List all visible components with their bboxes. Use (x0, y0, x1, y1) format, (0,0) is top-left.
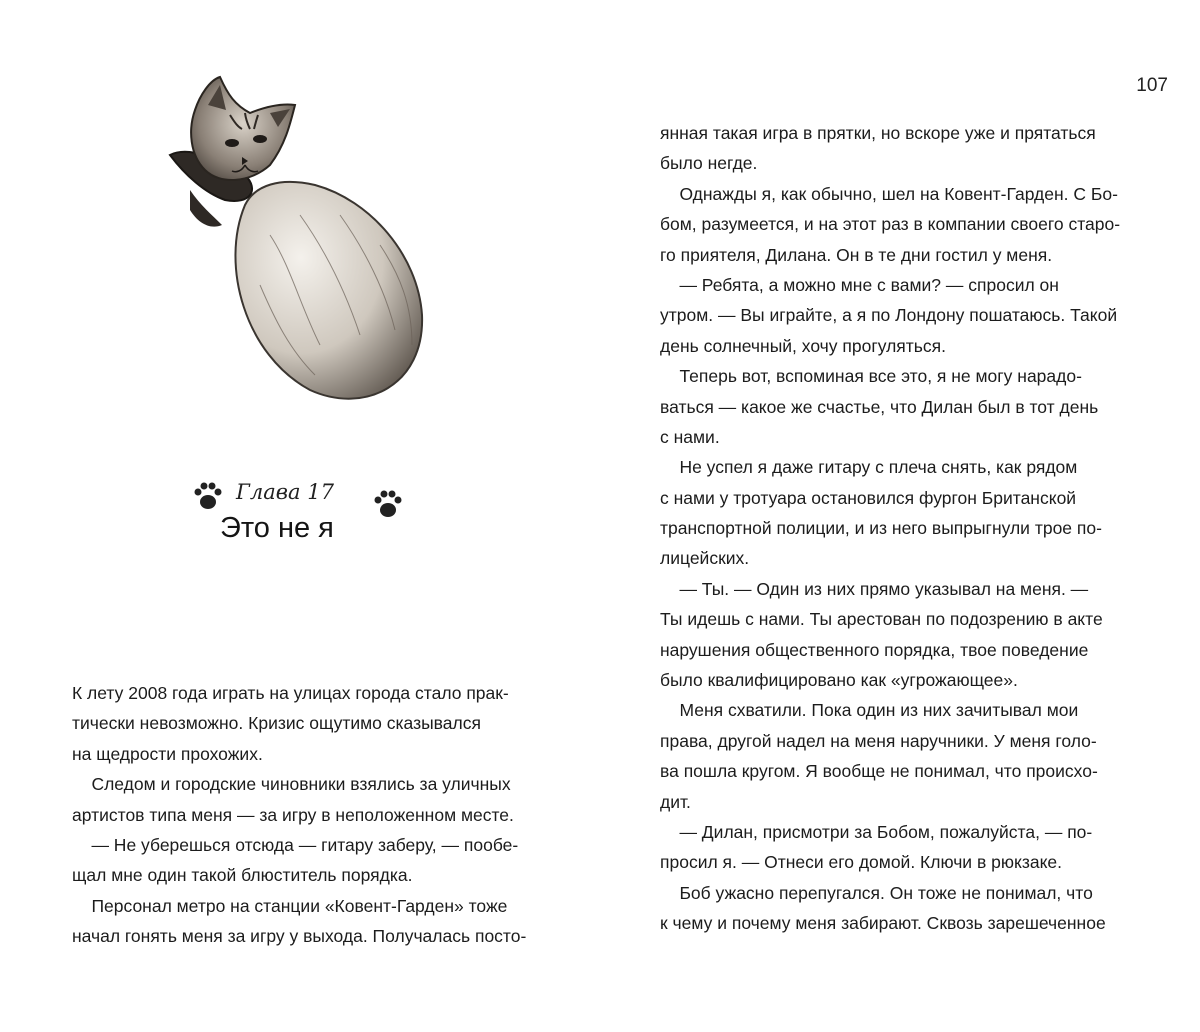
text-line: — Ты. — Один из них прямо указывал на меня. — (660, 578, 1089, 599)
text-line: начал гонять меня за игру у выхода. Получалась посто- (72, 926, 527, 947)
text-line: лицейских. (660, 548, 750, 569)
text-line: — Дилан, присмотри за Бобом, пожалуйста, — по- (660, 821, 1093, 842)
text-line: — Ребята, а можно мне с вами? — спросил он (660, 274, 1059, 295)
cat-illustration (150, 65, 450, 415)
text-line: Персонал метро на станции «Ковент-Гарден» тоже (72, 895, 508, 916)
text-line: щал мне один такой блюститель порядка. (72, 865, 413, 886)
text-line: янная такая игра в прятки, но вскоре уже и прятаться (660, 123, 1096, 143)
text-line: Ты идешь с нами. Ты арестован по подозрению в акте (660, 609, 1103, 630)
text-line: ваться — какое же счастье, что Дилан был в тот день (660, 396, 1099, 417)
text-line: нарушения общественного порядка, твое поведение (660, 639, 1089, 660)
chapter-title: Это не я (220, 512, 334, 544)
text-line: было квалифицировано как «угрожающее». (660, 670, 1018, 691)
text-line: Теперь вот, вспоминая все это, я не могу нарадо- (660, 366, 1082, 387)
text-line: было негде. (660, 153, 758, 174)
text-line: права, другой надел на меня наручники. У меня голо- (660, 730, 1097, 751)
text-line: Боб ужасно перепугался. Он тоже не понимал, что (660, 882, 1093, 903)
text-line: с нами. (660, 426, 720, 447)
text-line: артистов типа меня — за игру в неположенном месте. (72, 804, 514, 825)
text-line: на щедрости прохожих. (72, 743, 263, 764)
text-line: дит. (660, 791, 691, 812)
left-page-text (72, 678, 542, 952)
text-line: просил я. — Отнеси его домой. Ключи в рюкзаке. (660, 852, 1063, 873)
text-line: ва пошла кругом. Я вообще не понимал, что происхо- (660, 761, 1098, 782)
chapter-number: Глава 17 (236, 480, 334, 504)
page-number: 107 (1136, 75, 1168, 96)
text-line: бом, разумеется, и на этот раз в компании своего старо- (660, 214, 1121, 235)
chapter-heading (180, 470, 420, 560)
right-page (600, 0, 1200, 1032)
text-line: тически невозможно. Кризис ощутимо сказывался (72, 713, 481, 734)
text-line: с нами у тротуара остановился фургон Британской (660, 487, 1077, 508)
paw-print-icon (370, 486, 406, 522)
paw-print-icon (190, 478, 226, 514)
cat-drawing (150, 65, 450, 415)
text-line: Не успел я даже гитару с плеча снять, как рядом (660, 457, 1078, 478)
text-line: утром. — Вы играйте, а я по Лондону пошатаюсь. Такой (660, 305, 1118, 326)
text-line: день солнечный, хочу прогуляться. (660, 335, 946, 356)
text-line: Меня схватили. Пока один из них зачитывал мои (660, 700, 1079, 721)
text-line: транспортной полиции, и из него выпрыгнули трое по- (660, 518, 1102, 539)
text-line: — Не уберешься отсюда — гитару заберу, — пообе- (72, 834, 519, 855)
text-line: К лету 2008 года играть на улицах города стало прак- (72, 683, 509, 703)
text-line: к чему и почему меня забирают. Сквозь зарешеченное (660, 913, 1106, 934)
right-page-text (660, 118, 1160, 939)
text-line: го приятеля, Дилана. Он в те дни гостил у меня. (660, 244, 1053, 265)
text-line: Следом и городские чиновники взялись за уличных (72, 774, 511, 795)
text-line: Однажды я, как обычно, шел на Ковент-Гарден. С Бо- (660, 183, 1118, 204)
